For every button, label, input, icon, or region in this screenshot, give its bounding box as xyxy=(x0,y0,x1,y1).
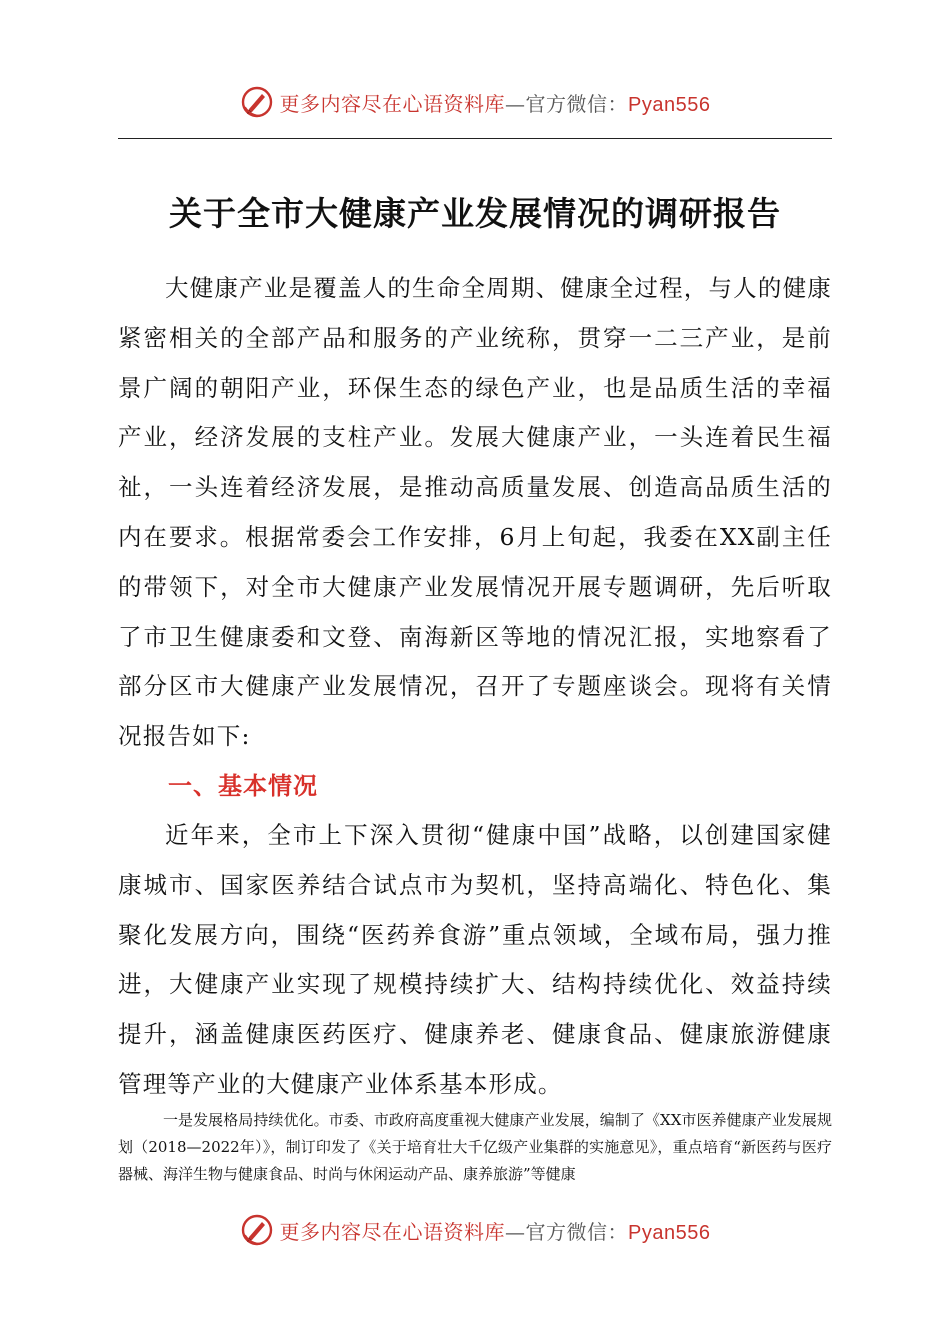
footer-banner-id: Pyan556 xyxy=(628,1221,711,1244)
pen-logo-icon xyxy=(240,1213,274,1247)
header-banner-separator: — xyxy=(505,91,526,116)
header-banner-main: 更多内容尽在心语资料库 xyxy=(279,91,506,116)
section-1-heading: 一、基本情况 xyxy=(168,772,318,800)
header-banner-text xyxy=(280,88,711,117)
footer-banner-wechat: 官方微信： xyxy=(525,1219,629,1244)
footer-watermark-banner xyxy=(0,1210,950,1250)
footer-banner-main: 更多内容尽在心语资料库 xyxy=(279,1219,506,1244)
document-title: 关于全市大健康产业发展情况的调研报告 xyxy=(169,194,781,233)
header-divider xyxy=(118,138,832,139)
footer-banner-text xyxy=(280,1216,711,1245)
section-1-paragraph: 近年来，全市上下深入贯彻“健康中国”战略，以创建国家健康城市、国家医养结合试点市为契机，坚持高端化、特色化、集聚化发展方向，围绕“医药养食游”重点领域，全域布局，强力推进，大健康产业实现了规模持续扩大、结构持续优化、效益持续提升，涵盖健康医药医疗、健康养老、健康食品、健康旅游健康管理等产业的大健康产业体系基本形成。 xyxy=(118,821,832,1098)
pen-logo-icon xyxy=(240,85,274,119)
section-1-subparagraph: 一是发展格局持续优化。市委、市政府高度重视大健康产业发展，编制了《XX市医养健康产业发展规划（2018—2022年）》，制订印发了《关于培育壮大千亿级产业集群的实施意见》，重点培育“新医药与医疗器械、海洋生物与健康食品、时尚与休闲运动产品、康养旅游”等健康 xyxy=(118,1111,832,1183)
footer-banner-separator: — xyxy=(505,1219,526,1244)
header-watermark-banner xyxy=(0,82,950,122)
header-banner-wechat: 官方微信： xyxy=(525,91,629,116)
header-banner-id: Pyan556 xyxy=(628,93,711,116)
intro-paragraph: 大健康产业是覆盖人的生命全周期、健康全过程，与人的健康紧密相关的全部产品和服务的产业统称，贯穿一二三产业，是前景广阔的朝阳产业，环保生态的绿色产业，也是品质生活的幸福产业，经济发展的支柱产业。发展大健康产业，一头连着民生福祉，一头连着经济发展，是推动高质量发展、创造高品质生活的内在要求。根据常委会工作安排，6月上旬起，我委在XX副主任的带领下，对全市大健康产业发展情况开展专题调研，先后听取了市卫生健康委和文登、南海新区等地的情况汇报，实地察看了部分区市大健康产业发展情况，召开了专题座谈会。现将有关情况报告如下: xyxy=(118,274,832,751)
